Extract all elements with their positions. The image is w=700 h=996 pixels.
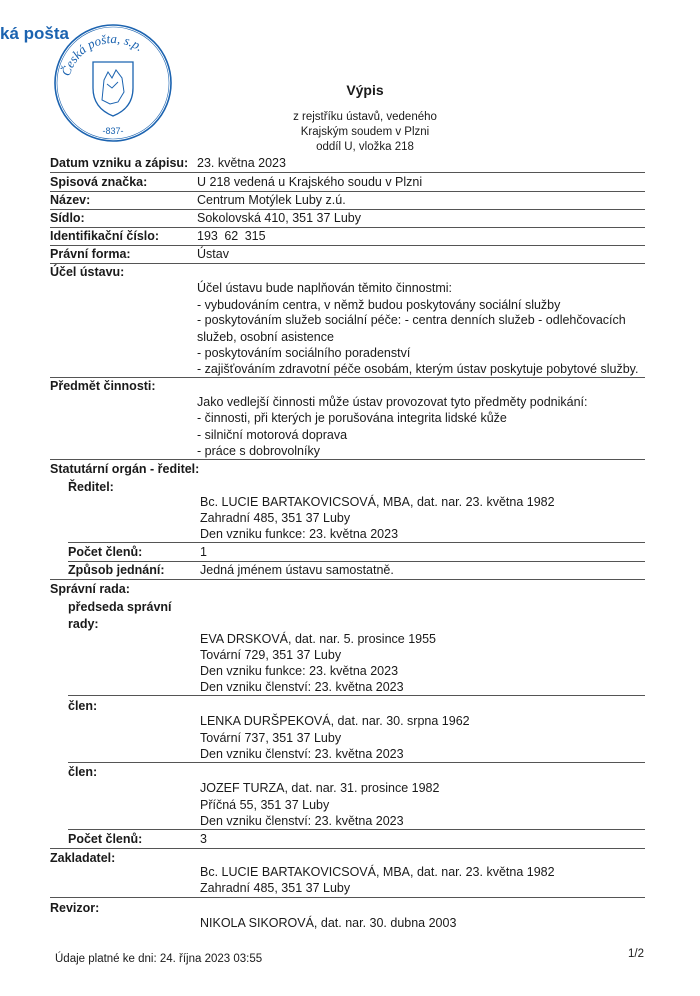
divider xyxy=(50,377,645,378)
spravni-rada-label: Správní rada: xyxy=(50,582,130,596)
datum-label: Datum vzniku a zápisu: xyxy=(50,156,189,170)
pocet-clenu-value: 3 xyxy=(200,832,207,846)
page-number: 1/2 xyxy=(628,948,644,960)
zakladatel-line: Bc. LUCIE BARTAKOVICSOVÁ, MBA, dat. nar. 23. května 1982 xyxy=(200,865,555,879)
clen-line: LENKA DURŠPEKOVÁ, dat. nar. 30. srpna 1962 xyxy=(200,714,470,728)
zakladatel-line: Zahradní 485, 351 37 Luby xyxy=(200,881,351,895)
pocet-clenu-label: Počet členů: xyxy=(68,545,143,559)
pravni-value: Ústav xyxy=(197,247,229,261)
ic-label: Identifikační číslo: xyxy=(50,229,160,243)
clen-label: člen: xyxy=(68,765,98,779)
predseda-line: EVA DRSKOVÁ, dat. nar. 5. prosince 1955 xyxy=(200,632,437,646)
divider xyxy=(68,762,645,763)
revizor-label: Revizor: xyxy=(50,901,100,915)
clen-line: Příčná 55, 351 37 Luby xyxy=(200,798,330,812)
predmet-line: Jako vedlejší činnosti může ústav provozovat tyto předměty podnikání: xyxy=(197,395,588,409)
ucel-line: - poskytováním služeb sociální péče: - centra denních služeb - odlehčovacích xyxy=(197,313,626,327)
document-title: Výpis xyxy=(346,82,384,98)
divider xyxy=(68,829,645,830)
predseda-label-cont: rady: xyxy=(68,617,99,631)
sidlo-label: Sídlo: xyxy=(50,211,85,225)
clen-label: člen: xyxy=(68,699,98,713)
datum-value: 23. května 2023 xyxy=(197,156,286,170)
divider xyxy=(50,897,645,898)
header-line: Krajským soudem v Plzni xyxy=(300,126,430,138)
clen-line: Tovární 737, 351 37 Luby xyxy=(200,731,342,745)
ucel-line: - poskytováním sociálního poradenství xyxy=(197,346,411,360)
predseda-line: Den vzniku funkce: 23. května 2023 xyxy=(200,664,399,678)
postal-stamp xyxy=(52,22,174,144)
svg-text:Česká pošta, s.p.: Česká pošta, s.p. xyxy=(57,30,147,78)
nazev-value: Centrum Motýlek Luby z.ú. xyxy=(197,193,346,207)
divider xyxy=(50,191,645,192)
predmet-line: - práce s dobrovolníky xyxy=(197,444,320,458)
zpusob-jednani-value: Jedná jménem ústavu samostatně. xyxy=(200,563,394,577)
pocet-clenu-value: 1 xyxy=(200,545,207,559)
clen-line: Den vzniku členství: 23. května 2023 xyxy=(200,747,404,761)
divider xyxy=(50,579,645,580)
nazev-label: Název: xyxy=(50,193,91,207)
divider xyxy=(68,542,645,543)
spisova-value: U 218 vedená u Krajského soudu v Plzni xyxy=(197,175,423,189)
zpusob-jednani-label: Způsob jednání: xyxy=(68,563,165,577)
reditel-line: Den vzniku funkce: 23. května 2023 xyxy=(200,527,399,541)
predmet-label: Předmět činnosti: xyxy=(50,379,156,393)
predseda-label: předseda správní xyxy=(68,600,172,614)
ucel-label: Účel ústavu: xyxy=(50,265,125,279)
header-line: oddíl U, vložka 218 xyxy=(316,141,414,153)
ucel-line: - vybudováním centra, v němž budou poskytovány sociální služby xyxy=(197,298,561,312)
ucel-line: - zajišťováním zdravotní péče osobám, kterým ústav poskytuje pobytové služby. xyxy=(197,362,639,376)
pravni-label: Právní forma: xyxy=(50,247,131,261)
ucel-line: Účel ústavu bude naplňován těmito činnostmi: xyxy=(197,281,453,295)
predseda-line: Tovární 729, 351 37 Luby xyxy=(200,648,342,662)
brand-text: ká pošta xyxy=(0,24,69,43)
reditel-line: Bc. LUCIE BARTAKOVICSOVÁ, MBA, dat. nar. 23. května 1982 xyxy=(200,495,555,509)
sidlo-value: Sokolovská 410, 351 37 Luby xyxy=(197,211,362,225)
validity-note: Údaje platné ke dni: 24. října 2023 03:55 xyxy=(55,953,263,965)
clen-line: Den vzniku členství: 23. května 2023 xyxy=(200,814,404,828)
divider xyxy=(50,209,645,210)
predseda-line: Den vzniku členství: 23. května 2023 xyxy=(200,680,404,694)
divider xyxy=(50,263,645,264)
pocet-clenu-label: Počet členů: xyxy=(68,832,143,846)
ic-value: 193 62 315 xyxy=(197,229,266,243)
revizor-line: NIKOLA SIKOROVÁ, dat. nar. 30. dubna 2003 xyxy=(200,916,457,930)
header-line: z rejstříku ústavů, vedeného xyxy=(293,111,437,123)
stamp-number: -837- xyxy=(102,126,124,136)
clen-line: JOZEF TURZA, dat. nar. 31. prosince 1982 xyxy=(200,781,440,795)
divider xyxy=(50,227,645,228)
spisova-label: Spisová značka: xyxy=(50,175,148,189)
divider xyxy=(68,695,645,696)
divider xyxy=(50,459,645,460)
statutarni-label: Statutární orgán - ředitel: xyxy=(50,462,200,476)
zakladatel-label: Zakladatel: xyxy=(50,851,116,865)
ucel-line: služeb, osobní asistence xyxy=(197,330,334,344)
divider xyxy=(50,245,645,246)
stamp-icon xyxy=(52,22,174,144)
reditel-label: Ředitel: xyxy=(68,480,114,494)
divider xyxy=(68,561,645,562)
predmet-line: - silniční motorová doprava xyxy=(197,428,348,442)
divider xyxy=(50,848,645,849)
reditel-line: Zahradní 485, 351 37 Luby xyxy=(200,511,351,525)
divider xyxy=(50,172,645,173)
predmet-line: - činnosti, při kterých je porušována integrita lidské kůže xyxy=(197,411,507,425)
